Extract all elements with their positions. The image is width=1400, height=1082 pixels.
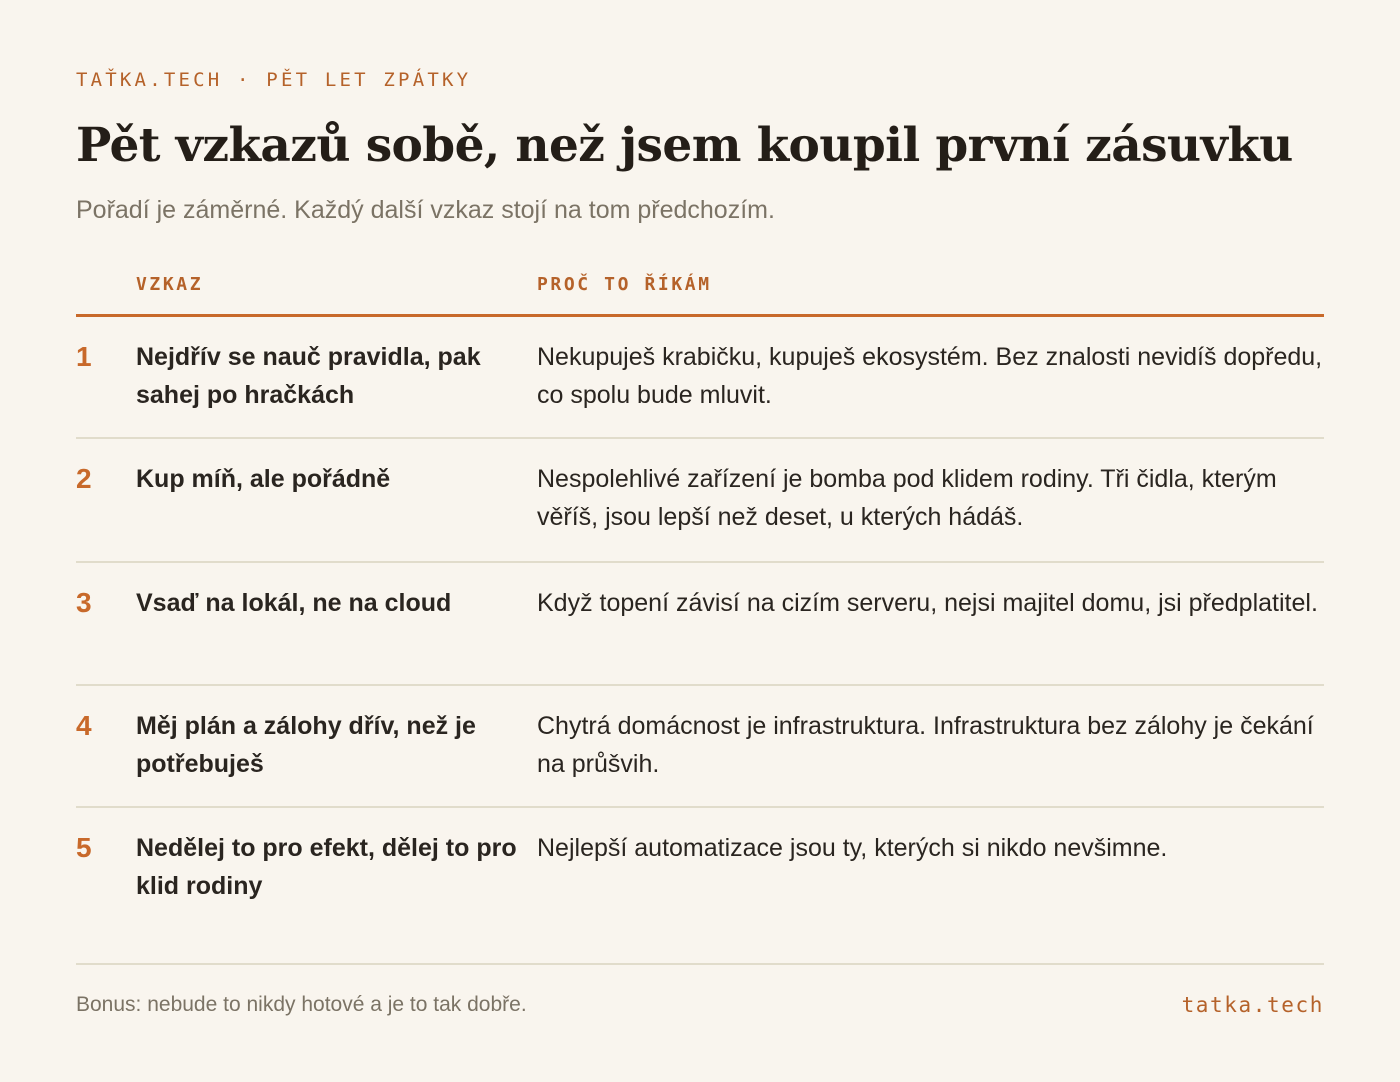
column-header-reason: PROČ TO ŘÍKÁM	[537, 274, 712, 295]
row-reason: Nekupuješ krabičku, kupuješ ekosystém. Bez znalosti nevidíš dopředu, co spolu bude mluvit.	[537, 343, 1323, 409]
row-message: Měj plán a zálohy dřív, než je potřebuješ	[136, 712, 476, 778]
row-reason: Chytrá domácnost je infrastruktura. Infrastruktura bez zálohy je čekání na průšvih.	[537, 712, 1314, 778]
row-message: Kup míň, ale pořádně	[136, 465, 391, 493]
row-number: 5	[76, 832, 92, 863]
row-message: Nedělej to pro efekt, dělej to pro klid rodiny	[136, 834, 517, 900]
row-message: Vsaď na lokál, ne na cloud	[136, 589, 452, 617]
page-title: Pět vzkazů sobě, než jsem koupil první zásuvku	[76, 118, 1293, 173]
table-row	[76, 563, 1324, 686]
row-number: 4	[76, 710, 92, 741]
footer-note: Bonus: nebude to nikdy hotové a je to tak dobře.	[76, 993, 527, 1016]
row-number: 3	[76, 587, 92, 618]
table-row	[76, 317, 1324, 439]
column-header-message: VZKAZ	[136, 274, 204, 295]
row-number: 1	[76, 341, 92, 372]
row-message: Nejdřív se nauč pravidla, pak sahej po hračkách	[136, 343, 481, 409]
row-reason: Nespolehlivé zařízení je bomba pod klidem rodiny. Tři čidla, kterým věříš, jsou lepší než deset, u kterých hádáš.	[537, 465, 1277, 531]
row-number: 2	[76, 463, 92, 494]
table-body	[76, 317, 1324, 938]
table-row	[76, 808, 1324, 938]
kicker: TAŤKA.TECH · PĚT LET ZPÁTKY	[76, 69, 472, 91]
infographic-page	[76, 0, 1324, 1082]
table-header	[76, 272, 1324, 300]
footer-brand: tatka.tech	[1181, 993, 1324, 1017]
table-row	[76, 439, 1324, 563]
row-reason: Nejlepší automatizace jsou ty, kterých si nikdo nevšimne.	[537, 834, 1168, 862]
row-reason: Když topení závisí na cizím serveru, nejsi majitel domu, jsi předplatitel.	[537, 589, 1318, 617]
page-subtitle: Pořadí je záměrné. Každý další vzkaz stojí na tom předchozím.	[76, 196, 775, 224]
footer-divider	[76, 963, 1324, 965]
table-row	[76, 686, 1324, 808]
